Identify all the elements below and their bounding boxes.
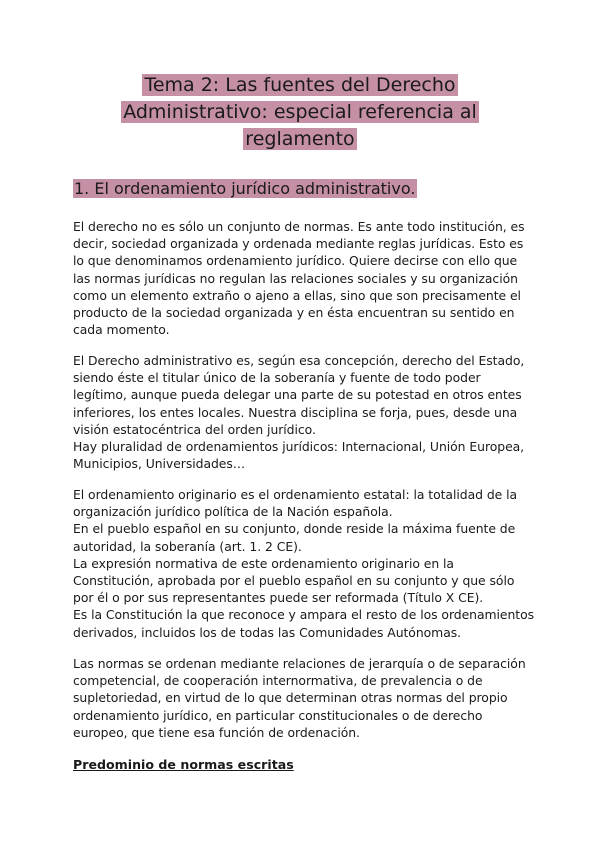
paragraph-line: Es la Constitución la que reconoce y ampara el resto de los ordenamientos: [73, 607, 535, 623]
paragraph-line: siendo éste el titular único de la soberanía y fuente de todo poder: [73, 370, 481, 386]
paragraph-line: lo que denominamos ordenamiento jurídico. Quiere decirse con ello que: [73, 253, 518, 269]
paragraph-line: legítimo, aunque pueda delegar una parte de su potestad en otros entes: [73, 387, 522, 403]
paragraph-line: decir, sociedad organizada y ordenada mediante reglas jurídicas. Esto es: [73, 236, 524, 252]
paragraph-line: las normas jurídicas no regulan las relaciones sociales y su organización: [73, 270, 518, 286]
paragraph-3: [73, 486, 543, 641]
paragraph-line: organización jurídico política de la Nación española.: [73, 504, 393, 520]
paragraph-line: Constitución, aprobada por el pueblo español en su conjunto y que sólo: [73, 573, 515, 589]
paragraph-line: El derecho no es sólo un conjunto de normas. Es ante todo institución, es: [73, 219, 525, 234]
paragraph-line: por él o por sus representantes puede ser reformada (Título X CE).: [73, 590, 484, 606]
paragraph-line: competencial, de cooperación internormativa, de prevalencia o de: [73, 673, 483, 689]
paragraph-2: [73, 352, 543, 472]
paragraph-line: producto de la sociedad organizada y en ésta encuentran su sentido en: [73, 305, 515, 321]
paragraph-line: Municipios, Universidades…: [73, 456, 246, 472]
paragraph-line: ordenamiento jurídico, en particular constitucionales o de derecho: [73, 707, 483, 723]
title-line-3: reglamento: [245, 128, 355, 150]
paragraph-line: Hay pluralidad de ordenamientos jurídicos: Internacional, Unión Europea,: [73, 439, 525, 455]
paragraph-line: La expresión normativa de este ordenamiento originario en la: [73, 555, 454, 571]
paragraph-line: cada momento.: [73, 322, 170, 338]
paragraph-line: inferiores, los entes locales. Nuestra disciplina se forja, pues, desde una: [73, 404, 518, 420]
paragraph-line: derivados, incluidos los de todas las Comunidades Autónomas.: [73, 624, 462, 640]
paragraph-4: [73, 655, 543, 741]
section-heading: 1. El ordenamiento jurídico administrativo.: [74, 179, 416, 198]
title-line-1: Tema 2: Las fuentes del Derecho: [144, 74, 456, 96]
paragraph-line: europeo, que tiene esa función de ordenación.: [73, 724, 360, 740]
paragraph-line: supletoriedad, en virtud de lo que determinan otras normas del propio: [73, 690, 508, 706]
paragraph-line: visión estatocéntrica del orden jurídico.: [73, 421, 316, 437]
subheading: Predominio de normas escritas: [73, 757, 294, 772]
paragraph-line: El Derecho administrativo es, según esa concepción, derecho del Estado,: [73, 353, 525, 368]
paragraph-line: En el pueblo español en su conjunto, donde reside la máxima fuente de: [73, 521, 516, 537]
title-line-2: Administrativo: especial referencia al: [123, 101, 477, 123]
document-title: [0, 72, 600, 153]
paragraph-line: El ordenamiento originario es el ordenamiento estatal: la totalidad de la: [73, 487, 518, 502]
paragraph-line: Las normas se ordenan mediante relaciones de jerarquía o de separación: [73, 656, 526, 671]
paragraph-1: [73, 218, 543, 338]
paragraph-line: autoridad, la soberanía (art. 1. 2 CE).: [73, 538, 302, 554]
paragraph-line: como un elemento extraño o ajeno a ellas, sino que son precisamente el: [73, 287, 521, 303]
